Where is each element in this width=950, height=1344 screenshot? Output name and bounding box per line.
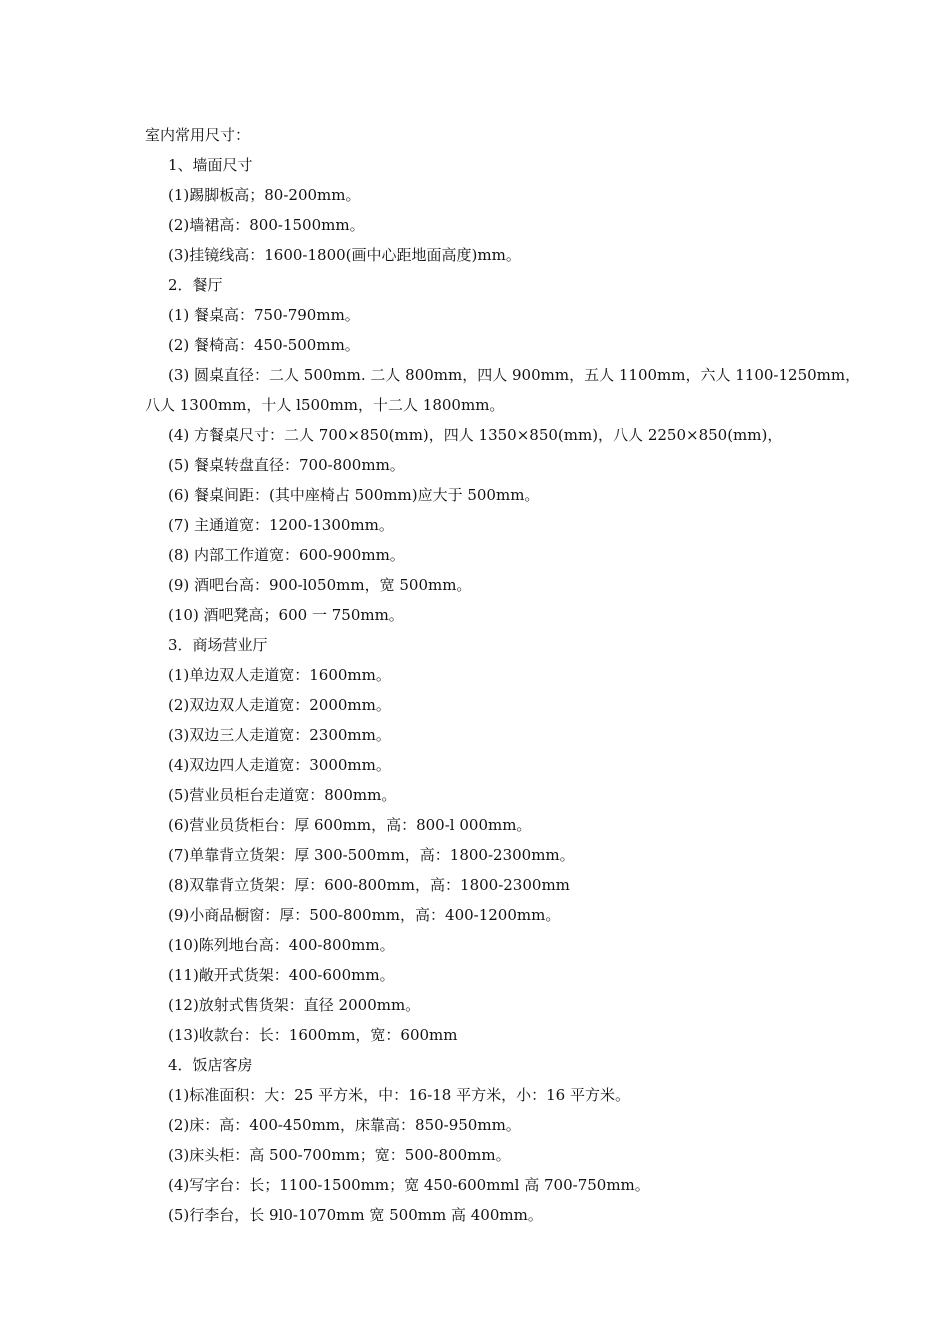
text-line: (9) 酒吧台高：900-l050mm，宽 500mm。 [168, 576, 472, 594]
text-line: (2)床：高：400-450mm，床靠高：850-950mm。 [168, 1116, 521, 1134]
text-line: (4)写字台：长；1100-1500mm；宽 450-600mml 高 700-750mm。 [168, 1176, 650, 1194]
section-heading: 1、墙面尺寸 [168, 156, 253, 174]
text-line: (5)营业员柜台走道宽：800mm。 [168, 786, 397, 804]
text-line: (1)踢脚板高；80-200mm。 [168, 186, 361, 204]
text-line: (7)单靠背立货架：厚 300-500mm，高：1800-2300mm。 [168, 846, 575, 864]
section-heading: 4．饭店客房 [168, 1056, 253, 1074]
text-line: (7) 主通道宽：1200-1300mm。 [168, 516, 394, 534]
text-line: (2)双边双人走道宽：2000mm。 [168, 696, 391, 714]
text-line: (8) 内部工作道宽：600-900mm。 [168, 546, 405, 564]
text-line: (3)床头柜：高 500-700mm；宽：500-800mm。 [168, 1146, 511, 1164]
text-line: (6)营业员货柜台：厚 600mm，高：800-l 000mm。 [168, 816, 532, 834]
text-line: (6) 餐桌间距：(其中座椅占 500mm)应大于 500mm。 [168, 486, 540, 504]
document-body [145, 120, 861, 1230]
text-line: (10) 酒吧凳高；600 一 750mm。 [168, 606, 404, 624]
text-line: (3) 圆桌直径：二人 500mm. 二人 800mm，四人 900mm，五人 1100mm，六人 1100-1250mm， [168, 366, 861, 384]
text-line: (2)墙裙高：800-1500mm。 [168, 216, 365, 234]
text-line: (1)单边双人走道宽：1600mm。 [168, 666, 391, 684]
document-title: 室内常用尺寸： [145, 126, 251, 144]
text-line: (10)陈列地台高：400-800mm。 [168, 936, 395, 954]
text-line-continuation: 八人 1300mm，十人 l500mm，十二人 1800mm。 [145, 396, 505, 414]
text-line: (2) 餐椅高：450-500mm。 [168, 336, 360, 354]
text-line: (4)双边四人走道宽：3000mm。 [168, 756, 391, 774]
text-line: (5) 餐桌转盘直径：700-800mm。 [168, 456, 405, 474]
text-line: (3)挂镜线高：1600-1800(画中心距地面高度)mm。 [168, 246, 521, 264]
text-line: (12)放射式售货架：直径 2000mm。 [168, 996, 421, 1014]
section-heading: 3．商场营业厅 [168, 636, 268, 654]
text-line: (1)标准面积：大：25 平方米，中：16-18 平方米，小：16 平方米。 [168, 1086, 630, 1104]
section-heading: 2．餐厅 [168, 276, 223, 294]
text-line: (4) 方餐桌尺寸：二人 700×850(mm)，四人 1350×850(mm)，八人 2250×850(mm)， [168, 426, 783, 444]
text-line: (13)收款台：长：1600mm，宽：600mm [168, 1026, 458, 1044]
text-line: (1) 餐桌高：750-790mm。 [168, 306, 360, 324]
text-line: (3)双边三人走道宽：2300mm。 [168, 726, 391, 744]
text-line: (9)小商品橱窗：厚：500-800mm，高：400-1200mm。 [168, 906, 561, 924]
text-line: (11)敞开式货架：400-600mm。 [168, 966, 395, 984]
text-line: (5)行李台，长 9l0-1070mm 宽 500mm 高 400mm。 [168, 1206, 543, 1224]
text-line: (8)双靠背立货架：厚：600-800mm，高：1800-2300mm [168, 876, 570, 894]
